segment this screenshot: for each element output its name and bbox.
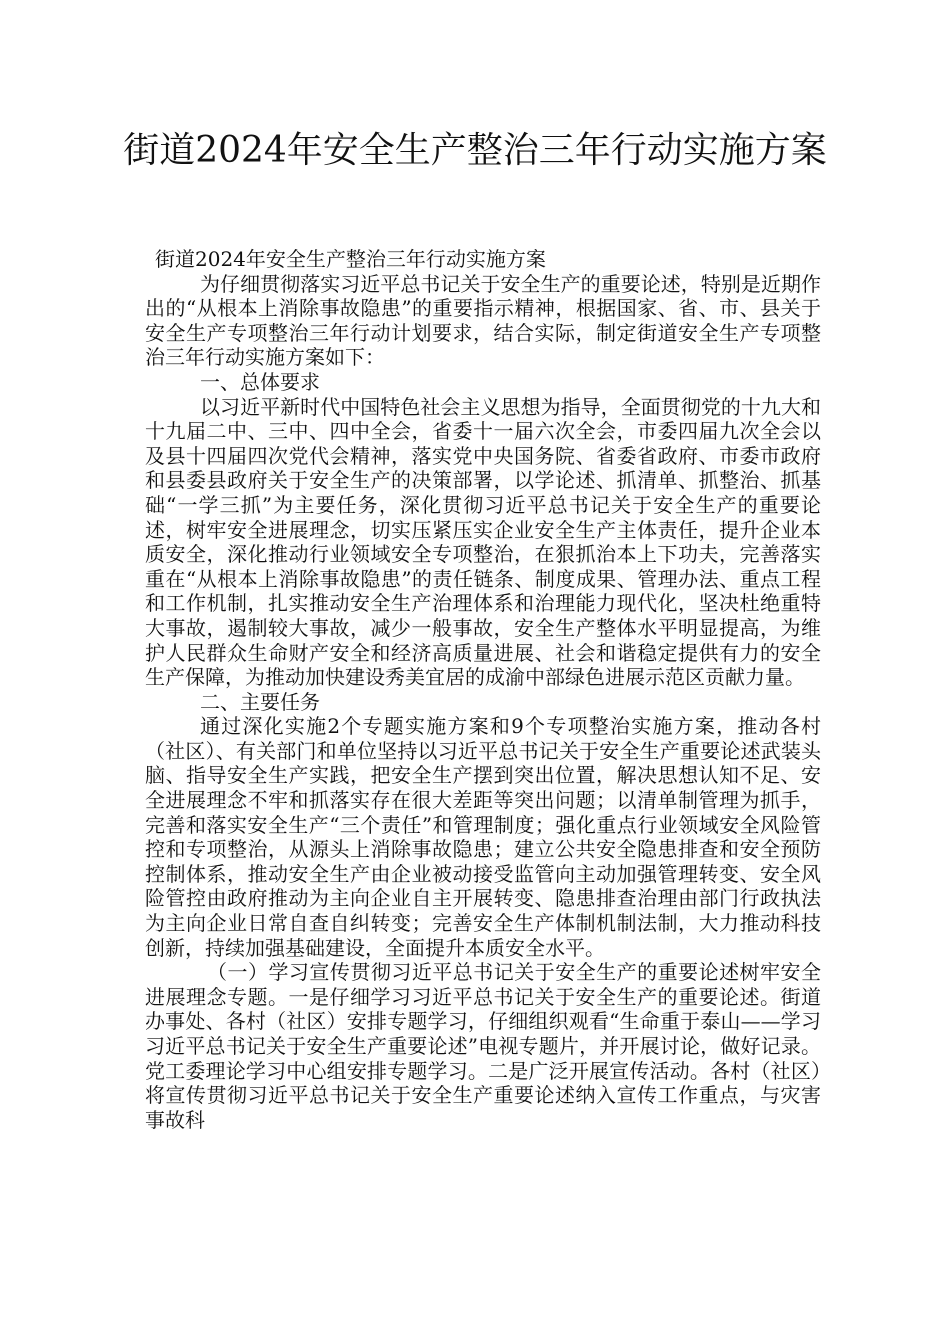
intro-paragraph: 为仔细贯彻落实习近平总书记关于安全生产的重要论述，特别是近期作出的“从根本上消除事故隐患”的重要指示精神，根据国家、省、市、县关于安全生产专项整治三年行动计划要求，结合实际，制定街道安全生产专项整治三年行动实施方案如下： [145, 271, 821, 370]
document-subtitle: 街道2024年安全生产整治三年行动实施方案 [155, 247, 546, 271]
general-requirements-paragraph: 以习近平新时代中国特色社会主义思想为指导，全面贯彻党的十九大和十九届二中、三中、四中全会，省委十一届六次全会，市委四届九次全会以及县十四届四次党代会精神，落实党中央国务院、省委省政府、市委市政府和县委县政府关于安全生产的决策部署，以学论述、抓清单、抓整治、抓基础“一学三抓”为主要任务，深化贯彻习近平总书记关于安全生产的重要论述，树牢安全进展理念，切实压紧压实企业安全生产主体责任，提升企业本质安全，深化推动行业领域安全专项整治，在狠抓治本上下功夫，完善落实重在“从根本上消除事故隐患”的责任链条、制度成果、管理办法、重点工程和工作机制，扎实推动安全生产治理体系和治理能力现代化，坚决杜绝重特大事故，遏制较大事故，减少一般事故，安全生产整体水平明显提高，为维护人民群众生命财产安全和经济高质量进展、社会和谐稳定提供有力的安全生产保障，为推动加快建设秀美宜居的成渝中部绿色进展示范区贡献力量。 [145, 394, 821, 690]
section-heading-general-requirements: 一、总体要求 [200, 369, 320, 394]
section-heading-main-tasks: 二、主要任务 [200, 689, 320, 714]
document-title: 街道2024年安全生产整治三年行动实施方案 [123, 130, 827, 171]
subsection-study-promotion-paragraph: （一）学习宣传贯彻习近平总书记关于安全生产的重要论述树牢安全进展理念专题。一是仔细学习习近平总书记关于安全生产的重要论述。街道办事处、各村（社区）安排专题学习，仔细组织观看“生命重于泰山——学习习近平总书记关于安全生产重要论述”电视专题片，并开展讨论，做好记录。党工委理论学习中心组安排专题学习。二是广泛开展宣传活动。各村（社区）将宣传贯彻习近平总书记关于安全生产重要论述纳入宣传工作重点，与灾害事故科 [145, 960, 821, 1132]
document-body [145, 247, 821, 1132]
main-tasks-paragraph: 通过深化实施2个专题实施方案和9个专项整治实施方案，推动各村（社区）、有关部门和单位坚持以习近平总书记关于安全生产重要论述武装头脑、指导安全生产实践，把安全生产摆到突出位置，解决思想认知不足、安全进展理念不牢和抓落实存在很大差距等突出问题；以清单制管理为抓手，完善和落实安全生产“三个责任”和管理制度；强化重点行业领域安全风险管控和专项整治，从源头上消除事故隐患；建立公共安全隐患排查和安全预防控制体系，推动安全生产由企业被动接受监管向主动加强管理转变、安全风险管控由政府推动为主向企业自主开展转变、隐患排查治理由部门行政执法为主向企业日常自查自纠转变；完善安全生产体制机制法制，大力推动科技创新，持续加强基础建设，全面提升本质安全水平。 [145, 714, 821, 960]
